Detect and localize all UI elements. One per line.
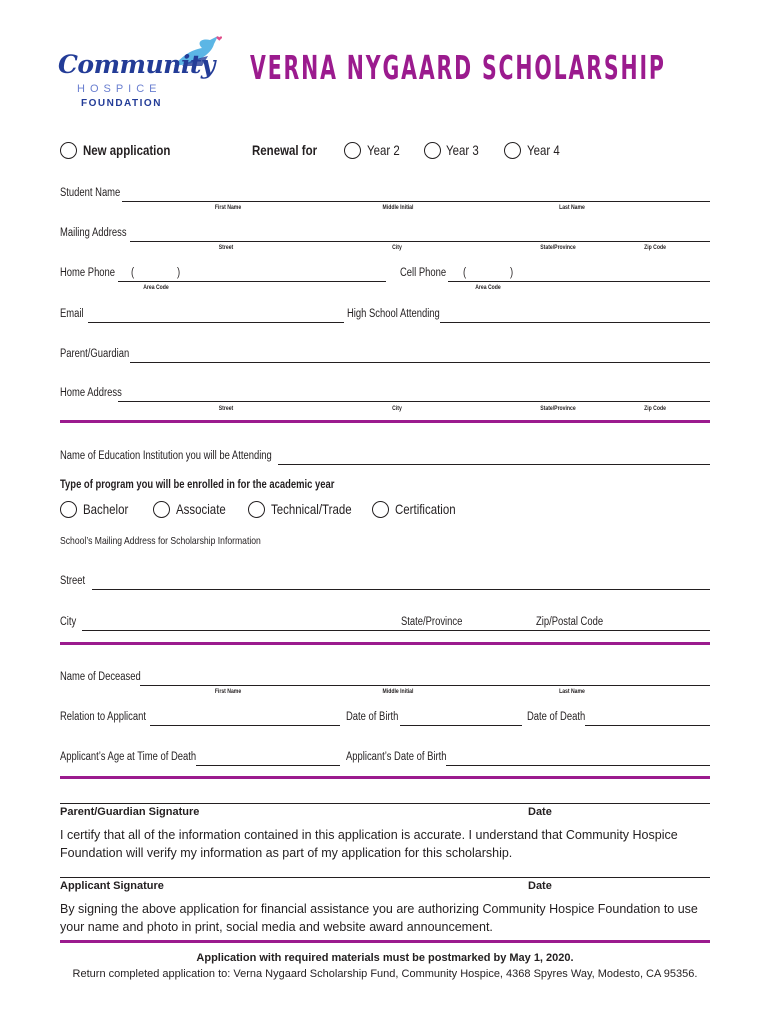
middle-initial-sublabel: Middle Initial: [382, 205, 414, 211]
mailing-address-label: Mailing Address: [60, 227, 127, 239]
deceased-name-field[interactable]: [140, 685, 710, 686]
section-divider: [60, 420, 710, 423]
year3-label: Year 3: [446, 142, 479, 158]
new-application-radio[interactable]: [60, 142, 77, 159]
authorize-statement: By signing the above application for financial assistance you are authorizing Community Hospice Foundation to use your name and photo in print, social media and website award announcement.: [60, 902, 698, 934]
age-at-death-field[interactable]: [196, 765, 340, 766]
cell-area-code-sublabel: Area Code: [475, 285, 501, 291]
high-school-field[interactable]: [440, 322, 710, 323]
home-state-sublabel: State/Province: [540, 406, 576, 412]
section-divider-4: [60, 940, 710, 943]
deceased-dob-field[interactable]: [400, 725, 522, 726]
email-field[interactable]: [88, 322, 344, 323]
year4-radio[interactable]: [504, 142, 521, 159]
page-title: VERNA NYGAARD SCHOLARSHIP: [250, 48, 666, 87]
new-application-label: New application: [83, 142, 171, 158]
renewal-label: Renewal for: [252, 142, 318, 158]
logo-community-text: Community: [58, 50, 215, 79]
logo-foundation-text: FOUNDATION: [81, 98, 162, 109]
certify-statement: I certify that all of the information contained in this application is accurate. I understand that Community Hospice Foundation will verify my information as part of my application for this scholarship.: [60, 828, 678, 860]
logo-hospice-text: HOSPICE: [77, 83, 162, 95]
applicant-signature-line[interactable]: [60, 877, 710, 878]
year2-label: Year 2: [367, 142, 400, 158]
applicant-signature-label: Applicant Signature: [60, 880, 164, 892]
relation-label: Relation to Applicant: [60, 711, 146, 723]
parent-guardian-label: Parent/Guardian: [60, 348, 130, 360]
deceased-dod-field[interactable]: [585, 725, 710, 726]
technical-radio[interactable]: [248, 501, 265, 518]
home-address-field[interactable]: [118, 401, 710, 402]
deceased-first-sublabel: First Name: [214, 689, 242, 695]
home-phone-paren-close: ): [177, 267, 181, 279]
applicant-dob-label: Applicant’s Date of Birth: [346, 751, 447, 763]
cell-phone-label: Cell Phone: [400, 267, 447, 279]
applicant-date-label: Date: [528, 880, 552, 892]
home-zip-sublabel: Zip Code: [644, 406, 666, 412]
school-city-label: City: [60, 616, 77, 628]
relation-field[interactable]: [150, 725, 340, 726]
school-mailing-label: School’s Mailing Address for Scholarship Information: [60, 535, 261, 547]
cell-phone-paren-open: (: [463, 267, 467, 279]
institution-field[interactable]: [278, 464, 710, 465]
age-at-death-label: Applicant’s Age at Time of Death: [60, 751, 197, 763]
mailing-address-field[interactable]: [130, 241, 710, 242]
cell-phone-field[interactable]: [448, 281, 710, 282]
deceased-name-label: Name of Deceased: [60, 671, 141, 683]
student-name-label: Student Name: [60, 187, 121, 199]
first-name-sublabel: First Name: [214, 205, 242, 211]
school-street-label: Street: [60, 575, 86, 587]
home-phone-paren-open: (: [131, 267, 135, 279]
deadline-text: Application with required materials must be postmarked by May 1, 2020.: [196, 952, 574, 964]
school-state-label: State/Province: [401, 616, 463, 628]
deceased-dob-label: Date of Birth: [346, 711, 399, 723]
parent-guardian-field[interactable]: [130, 362, 710, 363]
home-area-code-sublabel: Area Code: [143, 285, 169, 291]
street-sublabel: Street: [218, 245, 234, 251]
section-divider-3: [60, 776, 710, 779]
school-street-field[interactable]: [92, 589, 710, 590]
deceased-dod-label: Date of Death: [527, 711, 586, 723]
zip-sublabel: Zip Code: [644, 245, 666, 251]
applicant-dob-field[interactable]: [446, 765, 710, 766]
last-name-sublabel: Last Name: [559, 205, 585, 211]
return-address-text: Return completed application to: Verna Nygaard Scholarship Fund, Community Hospice, 4368 Spyres Way, Modesto, CA 95356.: [72, 968, 698, 980]
cell-phone-paren-close: ): [510, 267, 514, 279]
home-street-sublabel: Street: [218, 406, 234, 412]
certification-label: Certification: [395, 501, 456, 517]
program-type-label: Type of program you will be enrolled in for the academic year: [60, 479, 335, 491]
section-divider-2: [60, 642, 710, 645]
email-label: Email: [60, 308, 84, 320]
home-phone-field[interactable]: [118, 281, 386, 282]
deceased-last-sublabel: Last Name: [559, 689, 585, 695]
parent-date-label: Date: [528, 806, 552, 818]
institution-label: Name of Education Institution you will be Attending: [60, 450, 272, 462]
school-zip-label: Zip/Postal Code: [536, 616, 604, 628]
city-sublabel: City: [392, 245, 402, 251]
associate-radio[interactable]: [153, 501, 170, 518]
year3-radio[interactable]: [424, 142, 441, 159]
home-phone-label: Home Phone: [60, 267, 116, 279]
home-address-label: Home Address: [60, 387, 122, 399]
bachelor-radio[interactable]: [60, 501, 77, 518]
year2-radio[interactable]: [344, 142, 361, 159]
student-name-field[interactable]: [122, 201, 710, 202]
home-city-sublabel: City: [392, 406, 402, 412]
associate-label: Associate: [176, 501, 226, 517]
parent-signature-label: Parent/Guardian Signature: [60, 806, 200, 818]
high-school-label: High School Attending: [347, 308, 440, 320]
year4-label: Year 4: [527, 142, 560, 158]
school-city-field[interactable]: [82, 630, 710, 631]
bachelor-label: Bachelor: [83, 501, 129, 517]
deceased-middle-sublabel: Middle Initial: [382, 689, 414, 695]
state-sublabel: State/Province: [540, 245, 576, 251]
technical-label: Technical/Trade: [271, 501, 352, 517]
parent-signature-line[interactable]: [60, 803, 710, 804]
certification-radio[interactable]: [372, 501, 389, 518]
